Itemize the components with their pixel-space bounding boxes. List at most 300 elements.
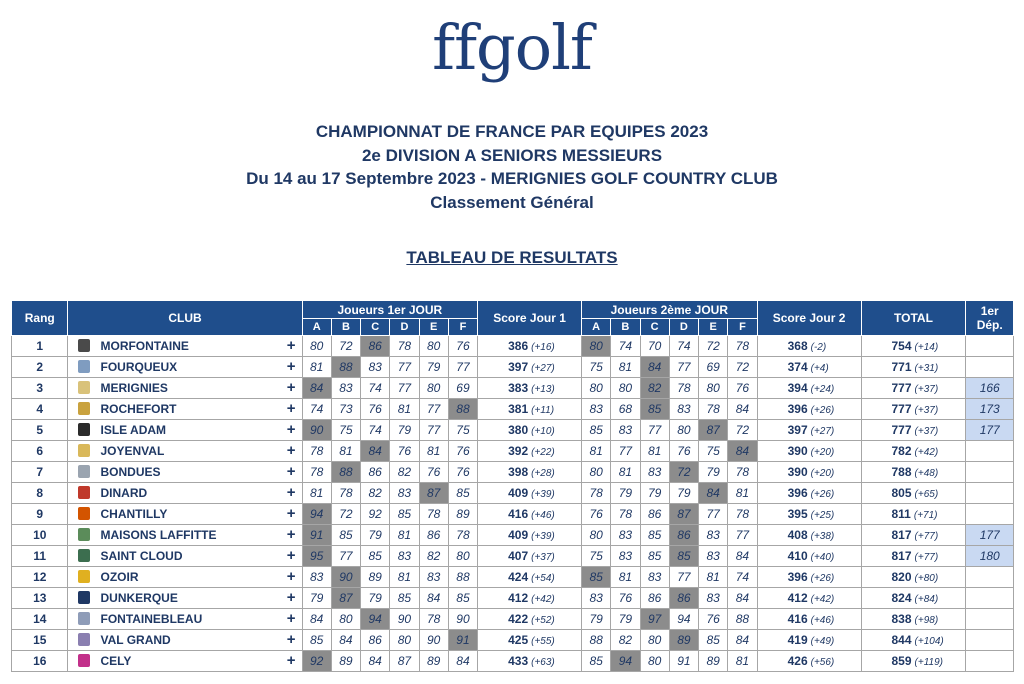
- day1-player-score: 90: [448, 609, 477, 630]
- score-jour-2-par: (+26): [810, 405, 835, 416]
- total-par: (+37): [914, 426, 939, 437]
- expand-plus-icon[interactable]: +: [286, 505, 296, 522]
- day1-player-score: 77: [448, 357, 477, 378]
- club-cell: [68, 378, 302, 399]
- header-player-2-c: C: [640, 319, 669, 336]
- table-row: [12, 630, 1014, 651]
- score-jour-1-value: 422: [508, 612, 529, 626]
- club-cell: [68, 483, 302, 504]
- day1-player-score: 91: [302, 525, 331, 546]
- score-jour-2-value: 410: [787, 549, 808, 563]
- day1-player-score: 90: [390, 609, 419, 630]
- day2-player-score: 72: [728, 357, 757, 378]
- day1-player-score: 86: [361, 336, 390, 357]
- day2-player-score: 75: [582, 546, 611, 567]
- club-crest-icon: [78, 465, 90, 478]
- day2-player-score: 78: [582, 483, 611, 504]
- score-jour-1-cell: [478, 651, 582, 672]
- expand-plus-icon[interactable]: +: [286, 589, 296, 606]
- day2-player-score: 76: [669, 441, 698, 462]
- total-value: 844: [891, 633, 912, 647]
- club-name: MORFONTAINE: [100, 339, 189, 353]
- day2-player-score: 84: [728, 588, 757, 609]
- expand-plus-icon[interactable]: +: [286, 337, 296, 354]
- depart-cell: 177: [966, 525, 1014, 546]
- rank-cell: 9: [12, 504, 68, 525]
- total-par: (+42): [914, 447, 939, 458]
- score-jour-2-cell: [757, 441, 861, 462]
- day1-player-score: 85: [331, 525, 360, 546]
- score-jour-2-par: (+26): [810, 573, 835, 584]
- total-value: 782: [891, 444, 912, 458]
- club-cell: [68, 357, 302, 378]
- score-jour-2-cell: [757, 462, 861, 483]
- score-jour-1-par: (+52): [531, 615, 555, 626]
- total-value: 805: [891, 486, 912, 500]
- day1-player-score: 90: [331, 567, 360, 588]
- day2-player-score: 97: [640, 609, 669, 630]
- rank-cell: 2: [12, 357, 68, 378]
- day2-player-score: 76: [582, 504, 611, 525]
- day2-player-score: 80: [611, 378, 640, 399]
- total-value: 824: [891, 591, 912, 605]
- total-par: (+80): [914, 573, 939, 584]
- day2-player-score: 80: [582, 525, 611, 546]
- score-jour-1-value: 425: [508, 633, 529, 647]
- score-jour-2-par: (+46): [810, 615, 835, 626]
- total-cell: [861, 588, 966, 609]
- day1-player-score: 90: [302, 420, 331, 441]
- day1-player-score: 85: [361, 546, 390, 567]
- rank-cell: 5: [12, 420, 68, 441]
- total-par: (+31): [914, 363, 939, 374]
- total-value: 817: [891, 549, 912, 563]
- club-cell: [68, 441, 302, 462]
- day2-player-score: 84: [728, 399, 757, 420]
- day2-player-score: 78: [728, 504, 757, 525]
- day1-player-score: 89: [448, 504, 477, 525]
- club-crest-icon: [78, 486, 90, 499]
- day1-player-score: 81: [302, 483, 331, 504]
- total-cell: [861, 462, 966, 483]
- table-row: [12, 609, 1014, 630]
- depart-cell: [966, 630, 1014, 651]
- day2-player-score: 85: [699, 630, 728, 651]
- score-jour-1-par: (+22): [531, 447, 555, 458]
- day2-player-score: 83: [611, 546, 640, 567]
- day2-player-score: 81: [699, 567, 728, 588]
- day2-player-score: 77: [669, 567, 698, 588]
- day1-player-score: 83: [331, 378, 360, 399]
- score-jour-2-cell: [757, 567, 861, 588]
- day2-player-score: 72: [728, 420, 757, 441]
- score-jour-2-value: 408: [787, 528, 808, 542]
- total-value: 811: [891, 507, 911, 521]
- day2-player-score: 80: [640, 630, 669, 651]
- score-jour-2-value: 374: [787, 360, 808, 374]
- score-jour-2-value: 390: [787, 444, 808, 458]
- day1-player-score: 85: [390, 588, 419, 609]
- total-value: 817: [891, 528, 912, 542]
- rank-cell: 4: [12, 399, 68, 420]
- expand-plus-icon[interactable]: +: [286, 610, 296, 627]
- day1-player-score: 84: [302, 609, 331, 630]
- day1-player-score: 82: [361, 483, 390, 504]
- day2-player-score: 84: [728, 441, 757, 462]
- score-jour-1-par: (+46): [531, 510, 555, 521]
- day2-player-score: 79: [611, 609, 640, 630]
- total-value: 820: [891, 570, 912, 584]
- club-name: MAISONS LAFFITTE: [100, 528, 217, 542]
- day1-player-score: 81: [390, 567, 419, 588]
- header-player-1-d: D: [390, 319, 419, 336]
- day1-player-score: 85: [448, 588, 477, 609]
- expand-plus-icon[interactable]: +: [286, 484, 296, 501]
- expand-plus-icon[interactable]: +: [286, 358, 296, 375]
- day2-player-score: 86: [669, 588, 698, 609]
- day2-player-score: 83: [640, 462, 669, 483]
- score-jour-1-value: 407: [508, 549, 529, 563]
- day1-player-score: 91: [448, 630, 477, 651]
- day2-player-score: 79: [611, 483, 640, 504]
- section-title: TABLEAU DE RESULTATS: [406, 248, 618, 267]
- day1-player-score: 78: [331, 483, 360, 504]
- rank-cell: 16: [12, 651, 68, 672]
- day2-player-score: 94: [669, 609, 698, 630]
- rank-cell: 6: [12, 441, 68, 462]
- club-name: MERIGNIES: [100, 381, 168, 395]
- header-depart: 1er Dép.: [966, 301, 1014, 336]
- day1-player-score: 77: [419, 399, 448, 420]
- expand-plus-icon[interactable]: +: [286, 379, 296, 396]
- day2-player-score: 83: [699, 525, 728, 546]
- expand-plus-icon[interactable]: +: [286, 400, 296, 417]
- day2-player-score: 81: [640, 441, 669, 462]
- total-value: 777: [891, 381, 912, 395]
- score-jour-1-cell: [478, 462, 582, 483]
- table-row: [12, 336, 1014, 357]
- expand-plus-icon[interactable]: +: [286, 463, 296, 480]
- day1-player-score: 84: [302, 378, 331, 399]
- day2-player-score: 83: [699, 546, 728, 567]
- club-name: VAL GRAND: [100, 633, 171, 647]
- day1-player-score: 76: [390, 441, 419, 462]
- score-jour-2-par: (+20): [810, 447, 835, 458]
- day1-player-score: 94: [302, 504, 331, 525]
- expand-plus-icon[interactable]: +: [286, 631, 296, 648]
- score-jour-1-value: 416: [508, 507, 529, 521]
- club-crest-icon: [78, 360, 90, 373]
- total-par: (+104): [914, 636, 944, 647]
- club-name: ISLE ADAM: [100, 423, 167, 437]
- score-jour-2-par: (+38): [810, 531, 835, 542]
- day1-player-score: 79: [361, 525, 390, 546]
- rank-cell: 8: [12, 483, 68, 504]
- day2-player-score: 89: [669, 630, 698, 651]
- day2-player-score: 77: [611, 441, 640, 462]
- day2-player-score: 79: [699, 462, 728, 483]
- header-player-2-a: A: [582, 319, 611, 336]
- day2-player-score: 83: [669, 399, 698, 420]
- day1-player-score: 75: [448, 420, 477, 441]
- club-cell: [68, 651, 302, 672]
- day1-player-score: 77: [331, 546, 360, 567]
- score-jour-2-par: (+49): [810, 636, 835, 647]
- rank-cell: 1: [12, 336, 68, 357]
- day2-player-score: 68: [611, 399, 640, 420]
- score-jour-2-par: (+4): [810, 363, 829, 374]
- score-jour-2-value: 416: [787, 612, 808, 626]
- day2-player-score: 81: [728, 483, 757, 504]
- day2-player-score: 85: [669, 546, 698, 567]
- day1-player-score: 87: [390, 651, 419, 672]
- score-jour-1-cell: [478, 378, 582, 399]
- depart-cell: [966, 483, 1014, 504]
- total-value: 788: [891, 465, 912, 479]
- day1-player-score: 77: [390, 357, 419, 378]
- rank-cell: 7: [12, 462, 68, 483]
- score-jour-1-par: (+11): [531, 405, 555, 416]
- table-row: [12, 357, 1014, 378]
- day2-player-score: 81: [728, 651, 757, 672]
- score-jour-1-cell: [478, 525, 582, 546]
- day1-player-score: 92: [361, 504, 390, 525]
- day1-player-score: 84: [361, 441, 390, 462]
- logo-text: ffgolf: [432, 11, 592, 84]
- club-name: CHANTILLY: [100, 507, 168, 521]
- day2-player-score: 70: [640, 336, 669, 357]
- score-jour-2-value: 395: [787, 507, 808, 521]
- rank-cell: 15: [12, 630, 68, 651]
- total-cell: [861, 420, 966, 441]
- score-jour-2-cell: [757, 336, 861, 357]
- score-jour-2-value: 419: [787, 633, 808, 647]
- rank-cell: 10: [12, 525, 68, 546]
- total-cell: [861, 357, 966, 378]
- score-jour-1-value: 409: [508, 486, 529, 500]
- day2-player-score: 78: [728, 462, 757, 483]
- club-cell: [68, 336, 302, 357]
- score-jour-1-par: (+16): [531, 342, 555, 353]
- score-jour-2-par: (+26): [810, 489, 835, 500]
- day2-player-score: 81: [582, 441, 611, 462]
- score-jour-1-par: (+10): [531, 426, 555, 437]
- day2-player-score: 74: [728, 567, 757, 588]
- day1-player-score: 85: [390, 504, 419, 525]
- score-jour-2-cell: [757, 483, 861, 504]
- club-name: ROCHEFORT: [100, 402, 177, 416]
- score-jour-1-cell: [478, 546, 582, 567]
- expand-plus-icon[interactable]: +: [286, 421, 296, 438]
- day2-player-score: 80: [640, 651, 669, 672]
- depart-cell: 177: [966, 420, 1014, 441]
- rank-cell: 3: [12, 378, 68, 399]
- day2-player-score: 85: [640, 525, 669, 546]
- score-jour-1-value: 380: [508, 423, 529, 437]
- day1-player-score: 80: [390, 630, 419, 651]
- header-score-jour-2: Score Jour 2: [757, 301, 861, 336]
- day2-player-score: 94: [611, 651, 640, 672]
- score-jour-1-cell: [478, 630, 582, 651]
- day2-player-score: 72: [699, 336, 728, 357]
- day2-player-score: 81: [611, 567, 640, 588]
- expand-plus-icon[interactable]: +: [286, 526, 296, 543]
- day2-player-score: 80: [582, 336, 611, 357]
- day1-player-score: 94: [361, 609, 390, 630]
- score-jour-2-cell: [757, 630, 861, 651]
- day2-player-score: 89: [699, 651, 728, 672]
- day1-player-score: 87: [331, 588, 360, 609]
- score-jour-2-value: 394: [787, 381, 808, 395]
- day1-player-score: 87: [419, 483, 448, 504]
- day2-player-score: 78: [669, 378, 698, 399]
- rank-cell: 11: [12, 546, 68, 567]
- total-value: 838: [891, 612, 912, 626]
- total-cell: [861, 378, 966, 399]
- day1-player-score: 83: [390, 483, 419, 504]
- depart-cell: [966, 504, 1014, 525]
- total-cell: [861, 399, 966, 420]
- score-jour-1-value: 383: [508, 381, 529, 395]
- day1-player-score: 76: [448, 441, 477, 462]
- header-player-2-d: D: [669, 319, 698, 336]
- total-value: 771: [891, 360, 912, 374]
- score-jour-2-par: (-2): [810, 342, 827, 353]
- total-cell: [861, 441, 966, 462]
- total-par: (+98): [914, 615, 939, 626]
- day1-player-score: 74: [361, 420, 390, 441]
- score-jour-2-cell: [757, 525, 861, 546]
- score-jour-2-cell: [757, 651, 861, 672]
- depart-cell: 166: [966, 378, 1014, 399]
- day2-player-score: 78: [728, 336, 757, 357]
- day2-player-score: 86: [669, 525, 698, 546]
- day2-player-score: 77: [669, 357, 698, 378]
- club-name: SAINT CLOUD: [100, 549, 183, 563]
- day2-player-score: 78: [699, 399, 728, 420]
- score-jour-1-par: (+13): [531, 384, 555, 395]
- depart-cell: [966, 357, 1014, 378]
- club-name: FOURQUEUX: [100, 360, 178, 374]
- day2-player-score: 79: [582, 609, 611, 630]
- expand-plus-icon[interactable]: +: [286, 442, 296, 459]
- day2-player-score: 83: [699, 588, 728, 609]
- day1-player-score: 72: [331, 504, 360, 525]
- score-jour-2-par: (+25): [810, 510, 835, 521]
- header-player-2-f: F: [728, 319, 757, 336]
- expand-plus-icon[interactable]: +: [286, 652, 296, 669]
- day2-player-score: 75: [699, 441, 728, 462]
- day1-player-score: 74: [302, 399, 331, 420]
- day1-player-score: 80: [302, 336, 331, 357]
- total-par: (+119): [914, 657, 943, 668]
- day2-player-score: 76: [699, 609, 728, 630]
- total-value: 859: [891, 654, 912, 668]
- day1-player-score: 78: [390, 336, 419, 357]
- day2-player-score: 76: [611, 588, 640, 609]
- header-club: CLUB: [68, 301, 302, 336]
- club-cell: [68, 462, 302, 483]
- club-crest-icon: [78, 654, 90, 667]
- club-cell: [68, 588, 302, 609]
- table-row: [12, 504, 1014, 525]
- depart-cell: [966, 588, 1014, 609]
- club-crest-icon: [78, 507, 90, 520]
- day1-player-score: 78: [448, 525, 477, 546]
- club-crest-icon: [78, 591, 90, 604]
- day1-player-score: 74: [361, 378, 390, 399]
- club-crest-icon: [78, 444, 90, 457]
- score-jour-1-cell: [478, 588, 582, 609]
- depart-cell: 180: [966, 546, 1014, 567]
- score-jour-2-value: 396: [787, 570, 808, 584]
- day1-player-score: 83: [361, 357, 390, 378]
- day2-player-score: 83: [640, 567, 669, 588]
- score-jour-1-cell: [478, 441, 582, 462]
- club-cell: [68, 504, 302, 525]
- day2-player-score: 74: [611, 336, 640, 357]
- day1-player-score: 85: [302, 630, 331, 651]
- day1-player-score: 75: [331, 420, 360, 441]
- day1-player-score: 88: [331, 462, 360, 483]
- day1-player-score: 78: [419, 504, 448, 525]
- score-jour-2-cell: [757, 357, 861, 378]
- total-par: (+14): [914, 342, 939, 353]
- table-row: [12, 483, 1014, 504]
- total-value: 754: [891, 339, 912, 353]
- header-player-2-e: E: [699, 319, 728, 336]
- score-jour-1-par: (+39): [531, 489, 555, 500]
- day1-player-score: 84: [331, 630, 360, 651]
- ffgolf-logo: [0, 8, 1024, 88]
- header-player-1-a: A: [302, 319, 331, 336]
- depart-cell: [966, 651, 1014, 672]
- day2-player-score: 75: [582, 357, 611, 378]
- day2-player-score: 85: [640, 399, 669, 420]
- day2-player-score: 72: [669, 462, 698, 483]
- header-player-1-e: E: [419, 319, 448, 336]
- day2-player-score: 78: [611, 504, 640, 525]
- total-par: (+48): [914, 468, 939, 479]
- club-crest-icon: [78, 339, 90, 352]
- expand-plus-icon[interactable]: +: [286, 547, 296, 564]
- score-jour-2-value: 412: [787, 591, 808, 605]
- score-jour-1-cell: [478, 357, 582, 378]
- day2-player-score: 83: [582, 399, 611, 420]
- day1-player-score: 88: [331, 357, 360, 378]
- score-jour-1-cell: [478, 609, 582, 630]
- day2-player-score: 81: [611, 462, 640, 483]
- total-cell: [861, 504, 966, 525]
- rank-cell: 12: [12, 567, 68, 588]
- day2-player-score: 91: [669, 651, 698, 672]
- score-jour-2-value: 368: [787, 339, 808, 353]
- score-jour-2-value: 426: [787, 654, 808, 668]
- depart-cell: [966, 609, 1014, 630]
- day2-player-score: 86: [640, 588, 669, 609]
- day1-player-score: 81: [390, 525, 419, 546]
- score-jour-2-cell: [757, 588, 861, 609]
- expand-plus-icon[interactable]: +: [286, 568, 296, 585]
- day1-player-score: 69: [448, 378, 477, 399]
- day1-player-score: 72: [331, 336, 360, 357]
- depart-cell: [966, 336, 1014, 357]
- club-crest-icon: [78, 402, 90, 415]
- day1-player-score: 85: [448, 483, 477, 504]
- day2-player-score: 80: [582, 462, 611, 483]
- score-jour-1-cell: [478, 483, 582, 504]
- score-jour-1-value: 392: [508, 444, 529, 458]
